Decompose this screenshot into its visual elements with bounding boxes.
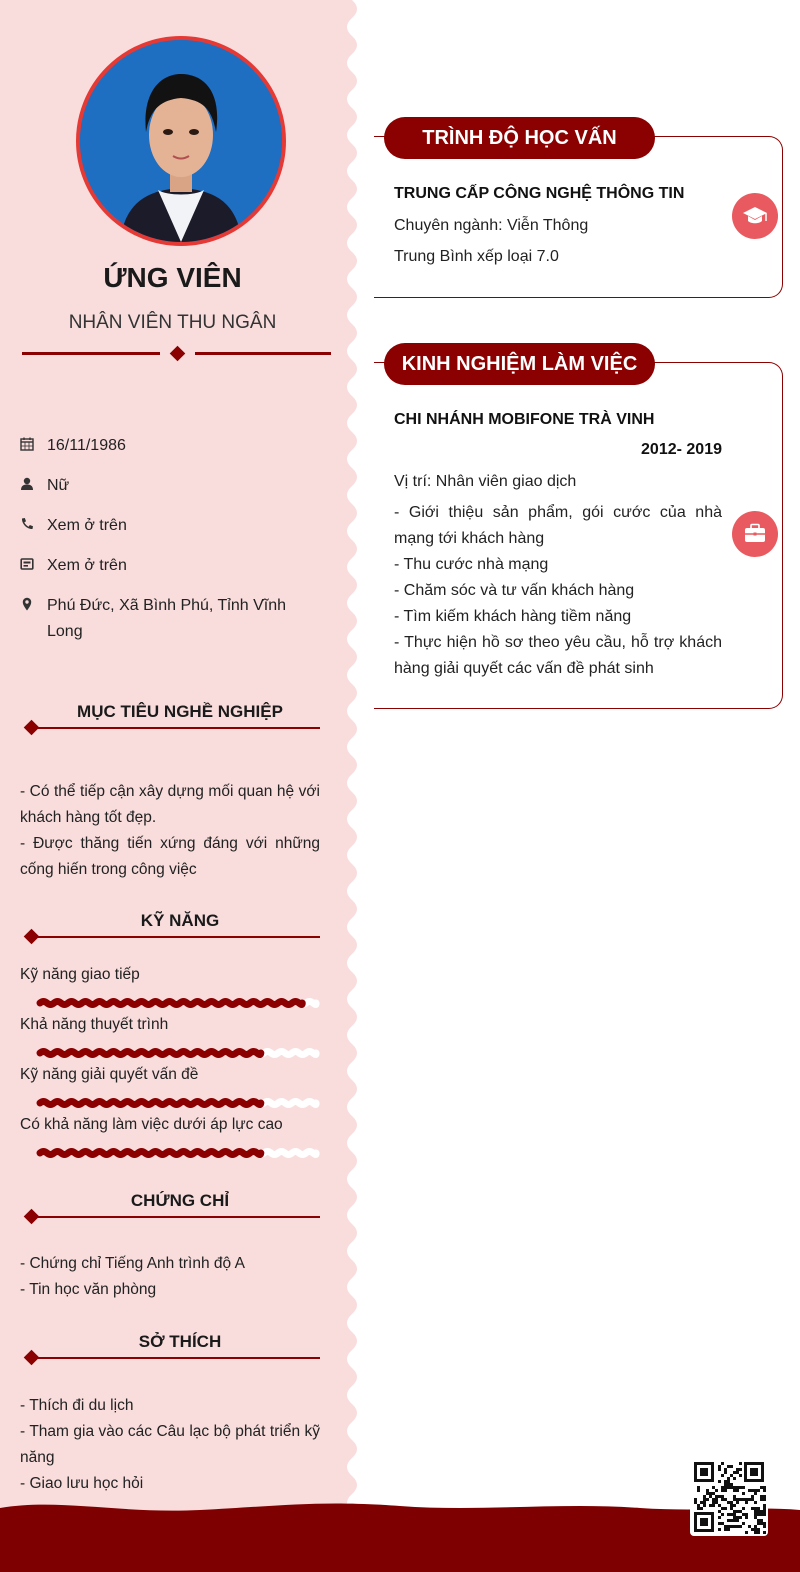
skill-name: Kỹ năng giao tiếp (20, 966, 140, 983)
footer-wave (0, 1500, 800, 1572)
gender-row (20, 473, 320, 499)
career-goal-line: - Có thể tiếp cận xây dựng mối quan hệ với khách hàng tốt đẹp. (20, 783, 320, 826)
heading-line (34, 1216, 320, 1218)
education-school: TRUNG CẤP CÔNG NGHỆ THÔNG TIN (394, 185, 685, 202)
location-icon (20, 597, 34, 611)
certificates-heading (20, 1191, 320, 1221)
skill-level-bar (36, 1147, 320, 1159)
hobby-item: - Giao lưu học hỏi (20, 1475, 144, 1492)
email-icon (20, 557, 34, 571)
education-title: TRÌNH ĐỘ HỌC VẤN (384, 117, 655, 159)
duty-item: - Chăm sóc và tư vấn khách hàng (394, 582, 635, 599)
candidate-name: ỨNG VIÊN (103, 262, 242, 293)
duty-item: - Giới thiệu sản phẩm, gói cước của nhà mạng tới khách hàng (394, 504, 722, 547)
email-row (20, 553, 320, 579)
duty-item: - Thực hiện hồ sơ theo yêu cầu, hỗ trợ khách hàng giải quyết các vấn đề phát sinh (394, 634, 722, 677)
hobby-item: - Thích đi du lịch (20, 1397, 134, 1414)
skill-level-bar (36, 997, 320, 1009)
heading-line (34, 1357, 320, 1359)
certificates-list (20, 1251, 320, 1303)
hobby-item: - Tham gia vào các Câu lạc bộ phát triển kỹ năng (20, 1423, 320, 1466)
heading-line (34, 936, 320, 938)
heading-line (34, 727, 320, 729)
skill-level-bar (36, 1097, 320, 1109)
gender-value: Nữ (47, 477, 70, 494)
skill-name: Kỹ năng giải quyết vấn đề (20, 1066, 199, 1083)
hobbies-heading (20, 1332, 320, 1362)
email-value: Xem ở trên (47, 557, 127, 574)
skill-name: Khả năng thuyết trình (20, 1016, 169, 1033)
address-row (20, 593, 320, 645)
career-goal-title: MỤC TIÊU NGHỀ NGHIỆP (77, 702, 283, 721)
birthdate-row (20, 433, 320, 459)
calendar-icon (20, 437, 34, 451)
hobbies-list (20, 1393, 320, 1497)
skills-title: KỸ NĂNG (140, 911, 220, 930)
candidate-job-title: NHÂN VIÊN THU NGÂN (68, 312, 277, 333)
graduation-cap-icon (732, 193, 778, 239)
experience-position: Vị trí: Nhân viên giao dịch (394, 473, 577, 490)
birthdate-value: 16/11/1986 (47, 437, 126, 454)
skills-heading (20, 911, 320, 941)
duty-item: - Thu cước nhà mạng (394, 556, 549, 573)
profile-photo (76, 36, 286, 246)
duty-item: - Tìm kiếm khách hàng tiềm năng (394, 608, 632, 625)
education-grade: Trung Bình xếp loại 7.0 (394, 248, 559, 265)
certificates-title: CHỨNG CHỈ (130, 1191, 230, 1210)
experience-duties (394, 500, 722, 682)
career-goal-line: - Được thăng tiến xứng đáng với những cống hiến trong công việc (20, 835, 320, 878)
user-icon (20, 477, 34, 491)
certificate-item: - Tin học văn phòng (20, 1281, 157, 1298)
experience-period: 2012- 2019 (641, 441, 722, 458)
qr-code (690, 1458, 768, 1536)
certificate-item: - Chứng chỉ Tiếng Anh trình độ A (20, 1255, 245, 1272)
skill-level-bar (36, 1047, 320, 1059)
skill-name: Có khả năng làm việc dưới áp lực cao (20, 1116, 283, 1133)
phone-value: Xem ở trên (47, 517, 127, 534)
career-goal-text (20, 779, 320, 883)
sidebar (0, 0, 372, 1572)
phone-icon (20, 517, 34, 531)
name-divider-left (22, 352, 160, 355)
experience-company: CHI NHÁNH MOBIFONE TRÀ VINH (394, 411, 655, 428)
career-goal-heading (20, 702, 320, 732)
briefcase-icon (732, 511, 778, 557)
experience-title: KINH NGHIỆM LÀM VIỆC (384, 343, 655, 385)
hobbies-title: SỞ THÍCH (138, 1332, 222, 1351)
education-major: Chuyên ngành: Viễn Thông (394, 217, 589, 234)
name-divider-right (195, 352, 331, 355)
phone-row (20, 513, 320, 539)
address-value: Phú Đức, Xã Bình Phú, Tỉnh Vĩnh Long (47, 597, 286, 640)
portrait-illustration (80, 40, 282, 242)
